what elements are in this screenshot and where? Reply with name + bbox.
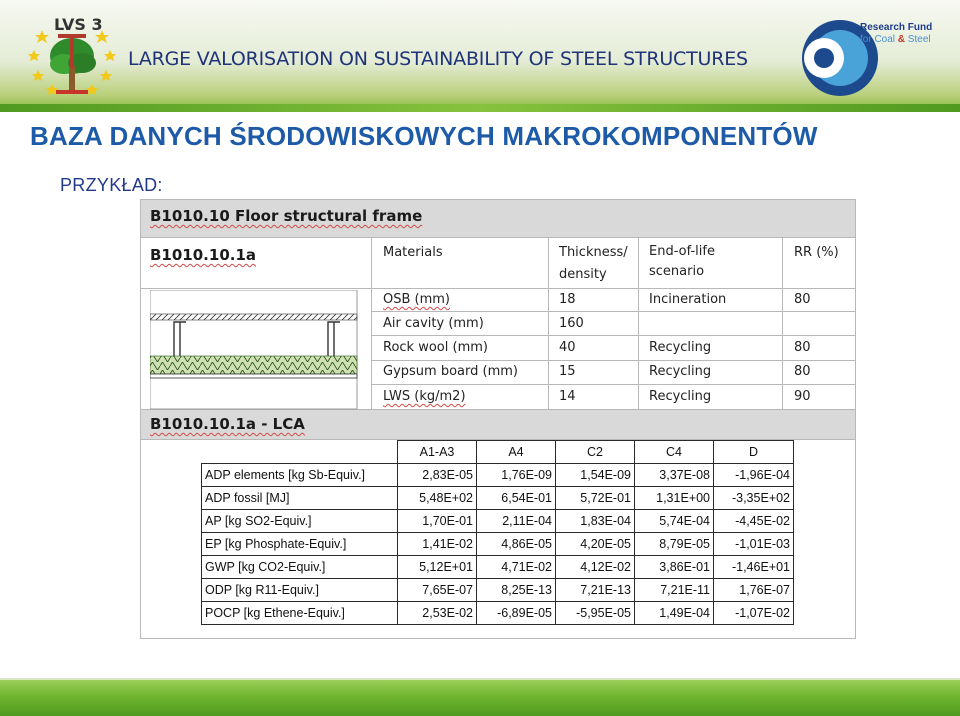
- thickness-cell: 14: [559, 389, 576, 404]
- materials-grid: [141, 238, 855, 410]
- value-cell: 2,11E-04: [477, 510, 556, 533]
- rr-cell: 80: [794, 364, 811, 379]
- eol-cell: Recycling: [649, 389, 712, 404]
- indicator-label: GWP [kg CO2-Equiv.]: [202, 556, 398, 579]
- svg-text:LVS 3: LVS 3: [54, 15, 103, 34]
- material-cell: LWS (kg/m2): [383, 389, 466, 404]
- value-cell: 1,76E-07: [714, 579, 794, 602]
- value-cell: 1,70E-01: [398, 510, 477, 533]
- variant-code: B1010.10.1a: [150, 246, 257, 264]
- material-cell: Gypsum board (mm): [383, 364, 518, 379]
- value-cell: -3,35E+02: [714, 487, 794, 510]
- lvs3-logo: [22, 8, 122, 98]
- thickness-cell: 18: [559, 292, 576, 307]
- value-cell: -1,07E-02: [714, 602, 794, 625]
- indicator-label: POCP [kg Ethene-Equiv.]: [202, 602, 398, 625]
- value-cell: -4,45E-02: [714, 510, 794, 533]
- floor-section-drawing: [150, 290, 358, 410]
- eol-cell: Recycling: [649, 364, 712, 379]
- value-cell: 1,41E-02: [398, 533, 477, 556]
- value-cell: 4,86E-05: [477, 533, 556, 556]
- table-row: [202, 556, 794, 579]
- section-title: B1010.10 Floor structural frame: [150, 207, 423, 225]
- value-cell: 7,21E-13: [556, 579, 635, 602]
- lca-col-header: D: [714, 441, 794, 464]
- lca-col-header: A4: [477, 441, 556, 464]
- lca-col-header: C2: [556, 441, 635, 464]
- value-cell: -5,95E-05: [556, 602, 635, 625]
- indicator-label: ADP elements [kg Sb-Equiv.]: [202, 464, 398, 487]
- value-cell: 5,48E+02: [398, 487, 477, 510]
- slide-subtitle: PRZYKŁAD:: [60, 175, 163, 195]
- lca-col-header: C4: [635, 441, 714, 464]
- thickness-cell: 15: [559, 364, 576, 379]
- thickness-cell: 40: [559, 340, 576, 355]
- value-cell: 3,86E-01: [635, 556, 714, 579]
- value-cell: 7,65E-07: [398, 579, 477, 602]
- value-cell: 1,49E-04: [635, 602, 714, 625]
- eol-cell: Incineration: [649, 292, 727, 307]
- value-cell: 6,54E-01: [477, 487, 556, 510]
- section-header-floor-frame: [141, 200, 855, 238]
- material-cell: OSB (mm): [383, 292, 451, 307]
- value-cell: 5,72E-01: [556, 487, 635, 510]
- lca-table: [201, 440, 794, 625]
- col-thickness: Thickness/ density: [559, 245, 628, 282]
- value-cell: 5,12E+01: [398, 556, 477, 579]
- value-cell: 2,83E-05: [398, 464, 477, 487]
- eol-cell: Recycling: [649, 340, 712, 355]
- table-row: [202, 602, 794, 625]
- indicator-label: EP [kg Phosphate-Equiv.]: [202, 533, 398, 556]
- value-cell: 3,37E-08: [635, 464, 714, 487]
- lca-corner: [202, 441, 398, 464]
- header-banner: [0, 0, 960, 112]
- value-cell: 5,74E-04: [635, 510, 714, 533]
- value-cell: 8,25E-13: [477, 579, 556, 602]
- indicator-label: ADP fossil [MJ]: [202, 487, 398, 510]
- table-row: [202, 579, 794, 602]
- value-cell: 4,20E-05: [556, 533, 635, 556]
- slide-title: BAZA DANYCH ŚRODOWISKOWYCH MAKROKOMPONENTÓW: [30, 121, 818, 151]
- rr-cell: 80: [794, 292, 811, 307]
- indicator-label: AP [kg SO2-Equiv.]: [202, 510, 398, 533]
- value-cell: 1,54E-09: [556, 464, 635, 487]
- material-cell: Rock wool (mm): [383, 340, 488, 355]
- value-cell: -1,01E-03: [714, 533, 794, 556]
- value-cell: 1,83E-04: [556, 510, 635, 533]
- value-cell: 7,21E-11: [635, 579, 714, 602]
- footer-green-band: [0, 680, 960, 716]
- table-row: [202, 510, 794, 533]
- thickness-cell: 160: [559, 316, 584, 331]
- value-cell: 1,31E+00: [635, 487, 714, 510]
- value-cell: -1,96E-04: [714, 464, 794, 487]
- header-title: LARGE VALORISATION ON SUSTAINABILITY OF STEEL STRUCTURES: [128, 48, 748, 70]
- col-rr: RR (%): [794, 245, 839, 260]
- lca-col-header: A1-A3: [398, 441, 477, 464]
- value-cell: 2,53E-02: [398, 602, 477, 625]
- value-cell: 1,76E-09: [477, 464, 556, 487]
- rr-cell: 90: [794, 389, 811, 404]
- rr-cell: 80: [794, 340, 811, 355]
- value-cell: -1,46E+01: [714, 556, 794, 579]
- lca-header-row: [202, 441, 794, 464]
- value-cell: 8,79E-05: [635, 533, 714, 556]
- col-materials: Materials: [383, 245, 443, 260]
- value-cell: -6,89E-05: [477, 602, 556, 625]
- rfcs-text: Research Fund for Coal & Steel: [860, 22, 933, 45]
- section-title: B1010.10.1a - LCA: [150, 415, 305, 433]
- table-row: [202, 533, 794, 556]
- material-cell: Air cavity (mm): [383, 316, 484, 331]
- component-datasheet: [140, 199, 856, 639]
- value-cell: 4,12E-02: [556, 556, 635, 579]
- indicator-label: ODP [kg R11-Equiv.]: [202, 579, 398, 602]
- section-header-lca: [141, 410, 855, 440]
- header-green-band: [0, 104, 960, 112]
- table-row: [202, 464, 794, 487]
- col-eol: End-of-life scenario: [649, 244, 715, 279]
- rfcs-logo: [796, 18, 946, 102]
- value-cell: 4,71E-02: [477, 556, 556, 579]
- table-row: [202, 487, 794, 510]
